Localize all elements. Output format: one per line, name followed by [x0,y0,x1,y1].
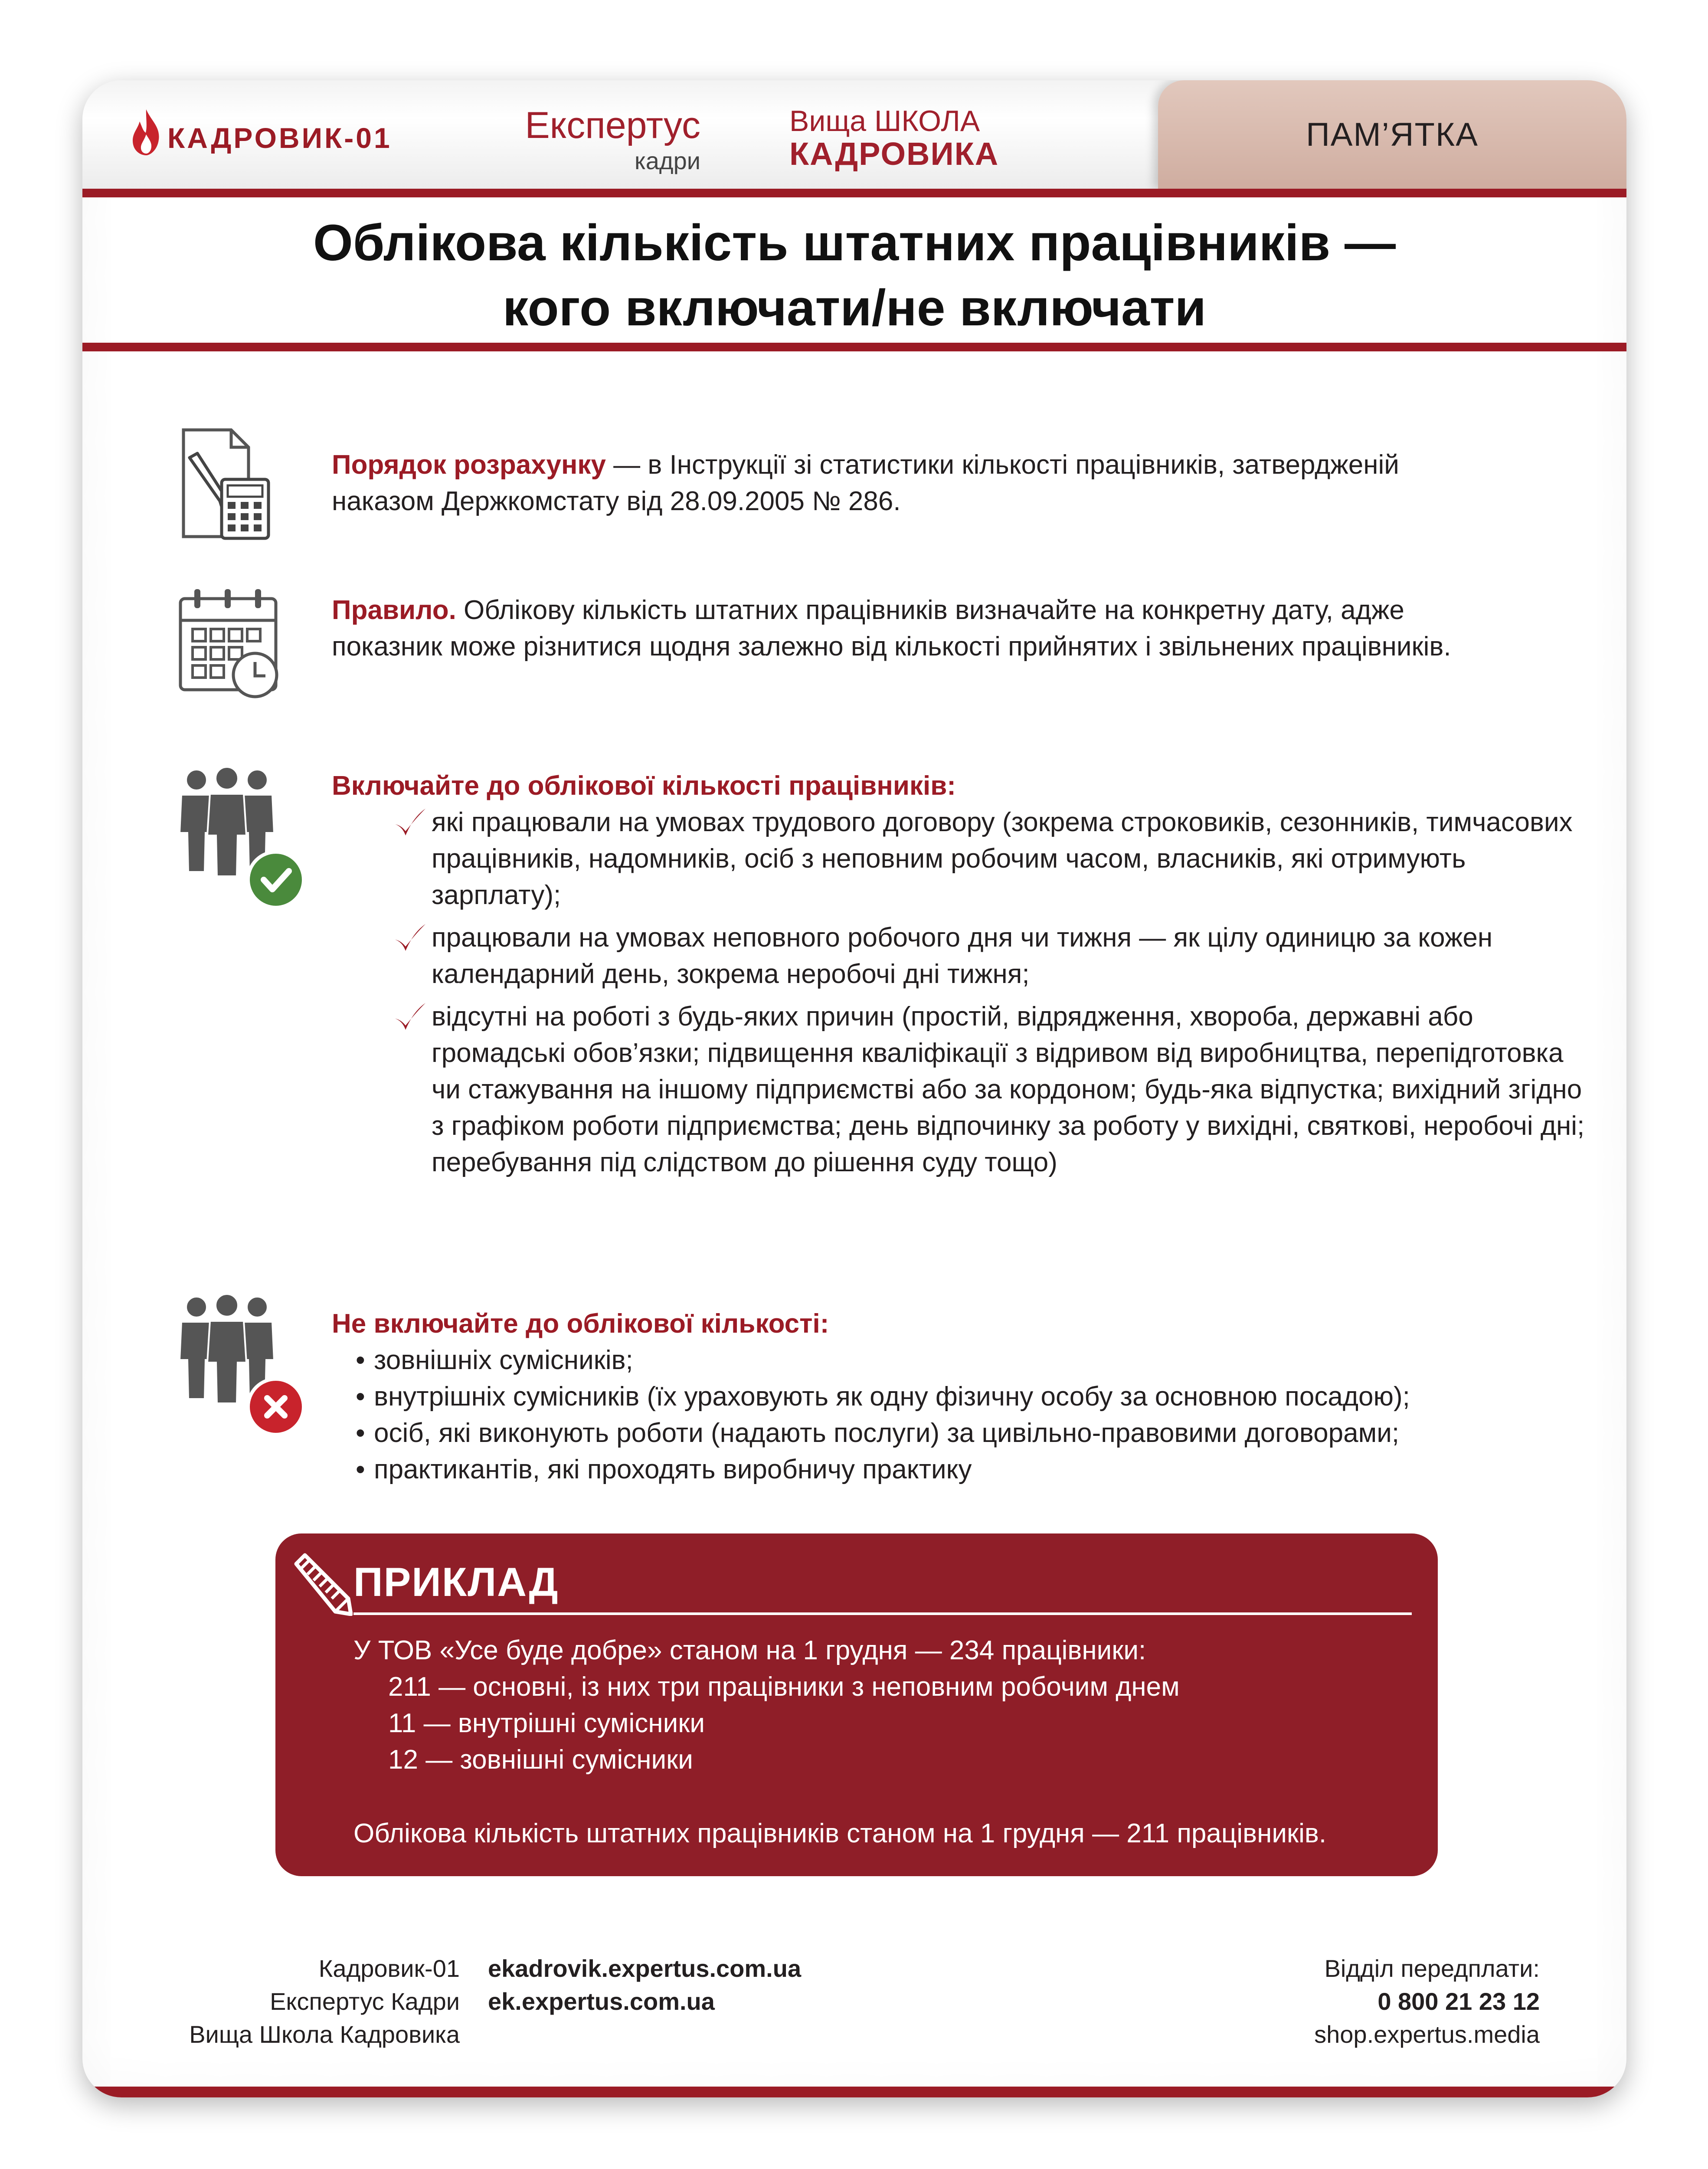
calc-order-lead: Порядок розрахунку [332,450,606,480]
checkmark-icon [393,999,427,1034]
bullet: • [356,1455,365,1484]
school-logo-top: Вища ШКОЛА [789,105,980,138]
include-heading: Включайте до облікової кількості працівників: [332,771,956,801]
kadrovyk-logo-text: КАДРОВИК-01 [167,122,392,154]
subscription-label: Відділ передплати: [1324,1955,1540,1982]
people-excluded-icon [177,1295,307,1438]
example-conclusion: Облікова кількість штатних працівників станом на 1 грудня — 211 працівників. [353,1818,1327,1848]
page-title [82,210,1626,341]
page-title-line2: кого включати/не включати [503,279,1206,337]
subscription-phone[interactable]: 0 800 21 23 12 [1378,1988,1540,2015]
exclude-item [356,1451,1590,1488]
example-box [275,1533,1438,1876]
exclude-item [356,1342,1590,1379]
example-lines [353,1632,1180,1778]
expertus-logo[interactable] [501,104,700,174]
shop-link[interactable]: shop.expertus.media [1314,2021,1540,2048]
document-calculator-icon [180,427,271,540]
include-item [393,999,1590,1181]
bullet: • [356,1418,365,1448]
footer-divider [82,2087,1626,2097]
rule-lead: Правило. [332,595,456,625]
exclude-item-text: практикантів, які проходять виробничу практику [374,1455,972,1484]
pencil-icon [288,1551,353,1616]
exclude-item-text: внутрішніх сумісників (їх ураховують як одну фізичну особу за основною посадою); [374,1382,1410,1412]
rule-paragraph [332,592,1503,665]
include-item-text: які працювали на умовах трудового договору (зокрема строковиків, сезонників, тимчасових працівників, надомників, осіб з неповним робочим часом, власників, які отримують зарплату); [432,807,1573,910]
exclude-heading: Не включайте до облікової кількості: [332,1309,829,1339]
include-section [332,768,1590,1187]
page-title-line1: Облікова кількість штатних працівників — [313,214,1396,272]
school-logo-bottom: КАДРОВИКА [789,136,999,172]
flame-icon [130,108,162,156]
footer-sites [488,1952,801,2018]
people-included-icon [177,768,307,911]
header-divider [82,189,1626,197]
example-divider [353,1612,1412,1615]
exclude-item-text: зовнішніх сумісників; [374,1345,633,1375]
calc-order-text: — в Інструкції зі статистики кількості працівників, затвердженій наказом Держкомстату від 28.09.2005 № 286. [332,450,1399,516]
memo-tab [1158,80,1626,189]
footer-name: Вища Школа Кадровика [189,2021,460,2048]
include-item-text: відсутні на роботі з будь-яких причин (простій, відрядження, хвороба, державні або громадські обов’язки; підвищення кваліфікації з відривом від виробництва, перепідготовка чи стажування на іншому підприємстві або за кордоном; будь-яка відпустка; вихідний згідно з графіком роботи підприємства; день відпочинку за роботу у вихідні, святкові, неробочі дні; перебування під слідством до рішення суду тощо) [432,1002,1585,1177]
footer-subscription [1167,1952,1540,2051]
example-intro: У ТОВ «Усе буде добре» станом на 1 грудня — 234 працівники: [353,1635,1146,1665]
checkmark-icon [393,921,427,955]
exclude-item [356,1415,1590,1451]
example-line: 12 — зовнішні сумісники [388,1745,693,1775]
footer-site-link[interactable]: ekadrovik.expertus.com.ua [488,1955,802,1982]
footer-names [82,1952,460,2051]
exclude-item-text: осіб, які виконують роботи (надають послуги) за цивільно-правовими договорами; [374,1418,1400,1448]
calc-order-paragraph [332,447,1503,520]
bullet: • [356,1382,365,1412]
header-bar [82,80,1626,189]
footer-name: Експертус Кадри [270,1988,460,2015]
checkmark-icon [393,805,427,840]
include-item-text: працювали на умовах неповного робочого дня чи тижня — як цілу одиницю за кожен календарний день, зокрема неробочі дні тижня; [432,923,1493,989]
footer-name: Кадровик-01 [318,1955,460,1982]
example-title: ПРИКЛАД [353,1559,559,1605]
exclude-item [356,1379,1590,1415]
include-item [393,920,1590,993]
example-line: 211 — основні, із них три працівники з неповним робочим днем [388,1672,1180,1702]
include-item [393,804,1590,914]
title-divider [82,343,1626,351]
expertus-logo-main: Експертус [525,105,700,146]
school-logo[interactable] [789,104,1015,174]
exclude-section [332,1306,1590,1488]
memo-card [82,80,1626,2097]
example-line: 11 — внутрішні сумісники [388,1708,705,1738]
footer-site-link[interactable]: ek.expertus.com.ua [488,1988,715,2015]
bullet: • [356,1345,365,1375]
memo-tab-label: ПАМ’ЯТКА [1306,116,1479,153]
expertus-logo-sub: кадри [635,147,700,174]
calendar-clock-icon [177,586,281,698]
rule-text: Облікову кількість штатних працівників визначайте на конкретну дату, адже показник може різнитися щодня залежно від кількості прийнятих і звільнених працівників. [332,595,1451,662]
